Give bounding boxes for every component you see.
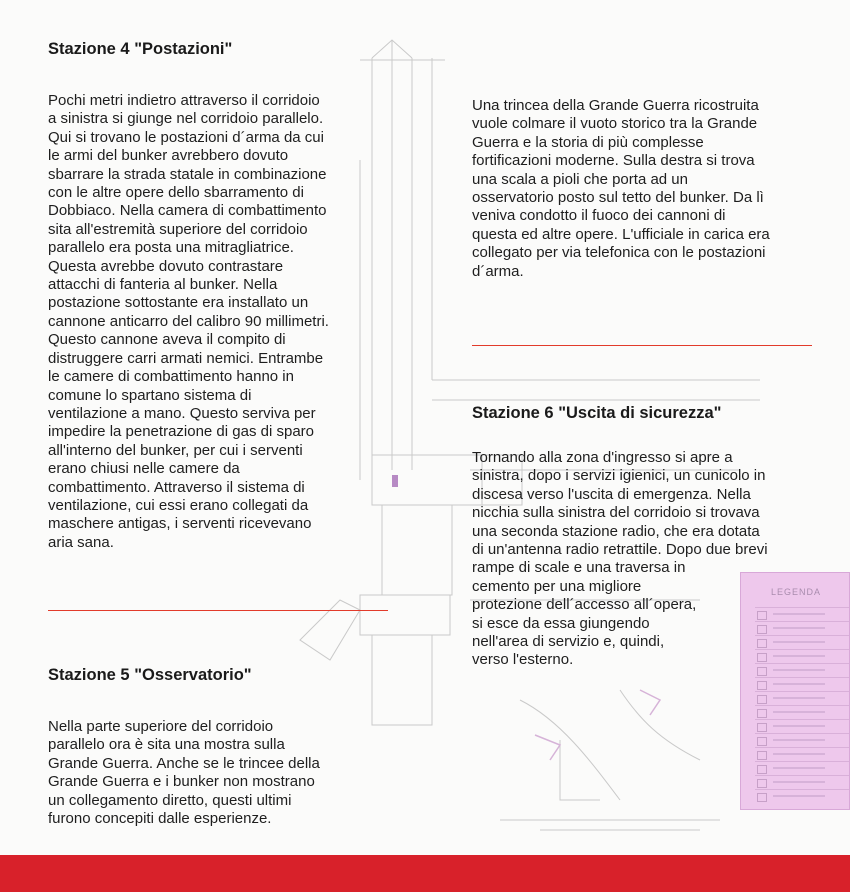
text-line: Una trincea della Grande Guerra ricostruita bbox=[472, 97, 759, 114]
text-line: furono concepiti dalle esperienze. bbox=[48, 810, 272, 828]
text-line: fortificazioni moderne. Sulla destra si trova bbox=[472, 152, 755, 170]
legend-line bbox=[773, 641, 825, 643]
text-line: nell'area di servizio e, quindi, bbox=[472, 633, 665, 651]
text-line: Guerra e la storia di più complesse bbox=[472, 133, 704, 151]
legend-line bbox=[773, 669, 825, 671]
text-line: di un'antenna radio retrattile. Dopo due brevi bbox=[472, 541, 768, 559]
text-line: cemento per una migliore bbox=[472, 577, 642, 595]
station-4-title: Stazione 4 "Postazioni" bbox=[48, 40, 233, 58]
legend-row bbox=[755, 733, 849, 747]
text-line: sinistra, dopo i servizi igienici, un cunicolo in bbox=[472, 467, 766, 485]
text-line: le camere di combattimento hanno in bbox=[48, 368, 294, 386]
text-line: rampe di scale e una traversa in bbox=[472, 559, 686, 577]
legend-swatch bbox=[757, 681, 767, 690]
legend-line bbox=[773, 655, 825, 657]
legend-swatch bbox=[757, 723, 767, 732]
legend-line bbox=[773, 795, 825, 797]
text-line: Dobbiaco. Nella camera di combattimento bbox=[48, 202, 327, 220]
legend-row bbox=[755, 761, 849, 775]
legend-row bbox=[755, 677, 849, 691]
station-5-continued-body bbox=[472, 97, 770, 281]
legend-line bbox=[773, 725, 825, 727]
legend-row bbox=[755, 691, 849, 705]
text-line: attacchi di fanteria al bunker. Nella bbox=[48, 276, 278, 294]
legend-row bbox=[755, 635, 849, 649]
legend-row bbox=[755, 607, 849, 621]
text-line: Questa avrebbe dovuto contrastare bbox=[48, 257, 284, 275]
station-6-body bbox=[472, 449, 768, 670]
legend-line bbox=[773, 697, 825, 699]
legend-row bbox=[755, 747, 849, 761]
legend-swatch bbox=[757, 667, 767, 676]
legend-row bbox=[755, 649, 849, 663]
legend-line bbox=[773, 767, 825, 769]
legend-row bbox=[755, 719, 849, 733]
text-line: vuole colmare il vuoto storico tra la Grande bbox=[472, 115, 758, 133]
station-5-body bbox=[48, 718, 320, 828]
station-4-body bbox=[48, 92, 329, 552]
legend-swatch bbox=[757, 639, 767, 648]
text-line: ventilazione, cui essi erano collegati da bbox=[48, 496, 309, 514]
text-line: maschere antigas, i serventi ricevevano bbox=[48, 515, 312, 533]
legend-row bbox=[755, 705, 849, 719]
legend-line bbox=[773, 613, 825, 615]
footer-band bbox=[0, 855, 850, 892]
text-line: impedire la penetrazione di gas di sparo bbox=[48, 423, 314, 441]
text-line: osservatorio posto sul tetto del bunker. Da lì bbox=[472, 189, 764, 207]
legend-line bbox=[773, 753, 825, 755]
text-line: a sinistra si giunge nel corridoio parallelo. bbox=[48, 110, 324, 128]
legend-line bbox=[773, 781, 825, 783]
text-line: parallelo era posta una mitragliatrice. bbox=[48, 239, 294, 257]
legend-row bbox=[755, 775, 849, 789]
text-line: aria sana. bbox=[48, 533, 114, 551]
text-line: comune lo spartano sistema di bbox=[48, 386, 252, 404]
legend-swatch bbox=[757, 653, 767, 662]
text-line: un collegamento diretto, questi ultimi bbox=[48, 791, 292, 809]
legend-swatch bbox=[757, 695, 767, 704]
text-line: collegato per via telefonica con le postazioni bbox=[472, 244, 766, 262]
station-6-title: Stazione 6 "Uscita di sicurezza" bbox=[472, 404, 722, 422]
text-line: sita all'estremità superiore del corridoio bbox=[48, 220, 308, 238]
text-line: combattimento. Attraverso il sistema di bbox=[48, 478, 305, 496]
text-line: una scala a pioli che porta ad un bbox=[472, 170, 688, 188]
legend-swatch bbox=[757, 751, 767, 760]
legend-swatch bbox=[757, 625, 767, 634]
text-line: Pochi metri indietro attraverso il corridoio bbox=[48, 92, 320, 109]
text-line: postazione sottostante era installato un bbox=[48, 294, 309, 312]
text-line: parallelo ora è sita una mostra sulla bbox=[48, 736, 285, 754]
map-legend bbox=[740, 572, 850, 810]
legend-line bbox=[773, 711, 825, 713]
text-line: Questo cannone aveva il compito di bbox=[48, 331, 286, 349]
text-line: Tornando alla zona d'ingresso si apre a bbox=[472, 449, 733, 466]
legend-row bbox=[755, 663, 849, 677]
station-5-title: Stazione 5 "Osservatorio" bbox=[48, 666, 252, 684]
text-line: le armi del bunker avrebbero dovuto bbox=[48, 147, 289, 165]
legend-swatch bbox=[757, 765, 767, 774]
text-line: Grande Guerra. Anche se le trincee della bbox=[48, 754, 320, 772]
text-line: veniva condotto il fuoco dei cannoni di bbox=[472, 207, 726, 225]
legend-row bbox=[755, 621, 849, 635]
legend-line bbox=[773, 627, 825, 629]
divider-right bbox=[472, 345, 812, 346]
text-line: nicchia sulla sinistra del corridoio si trovava bbox=[472, 504, 760, 522]
legend-swatch bbox=[757, 737, 767, 746]
legend-row bbox=[755, 789, 849, 803]
text-line: protezione dell´accesso all´opera, bbox=[472, 596, 697, 614]
legend-title: LEGENDA bbox=[770, 587, 821, 597]
legend-swatch bbox=[757, 793, 767, 802]
text-line: una seconda stazione radio, che era dotata bbox=[472, 522, 760, 540]
text-line: verso l'esterno. bbox=[472, 651, 574, 669]
legend-line bbox=[773, 683, 825, 685]
text-line: con le altre opere dello sbarramento di bbox=[48, 184, 304, 202]
text-line: Grande Guerra e i bunker non mostrano bbox=[48, 773, 315, 791]
text-line: distruggere carri armati nemici. Entrambe bbox=[48, 349, 324, 367]
divider-left bbox=[48, 610, 388, 611]
legend-swatch bbox=[757, 709, 767, 718]
text-line: questa ed altre opere. L'ufficiale in carica era bbox=[472, 225, 770, 243]
text-line: cannone anticarro del calibro 90 millimetri. bbox=[48, 312, 329, 330]
legend-line bbox=[773, 739, 825, 741]
text-line: sbarrare la strada statale in combinazione bbox=[48, 165, 327, 183]
text-line: erano chiusi nelle camere da bbox=[48, 460, 240, 478]
text-line: si esce da essa giungendo bbox=[472, 614, 650, 632]
text-line: ventilazione a mano. Questo serviva per bbox=[48, 404, 316, 422]
text-line: Nella parte superiore del corridoio bbox=[48, 718, 274, 735]
text-line: d´arma. bbox=[472, 262, 524, 280]
text-line: all'interno del bunker, per cui i serventi bbox=[48, 441, 303, 459]
legend-swatch bbox=[757, 611, 767, 620]
text-line: Qui si trovano le postazioni d´arma da cui bbox=[48, 128, 324, 146]
legend-swatch bbox=[757, 779, 767, 788]
text-line: discesa verso l'uscita di emergenza. Nella bbox=[472, 485, 751, 503]
